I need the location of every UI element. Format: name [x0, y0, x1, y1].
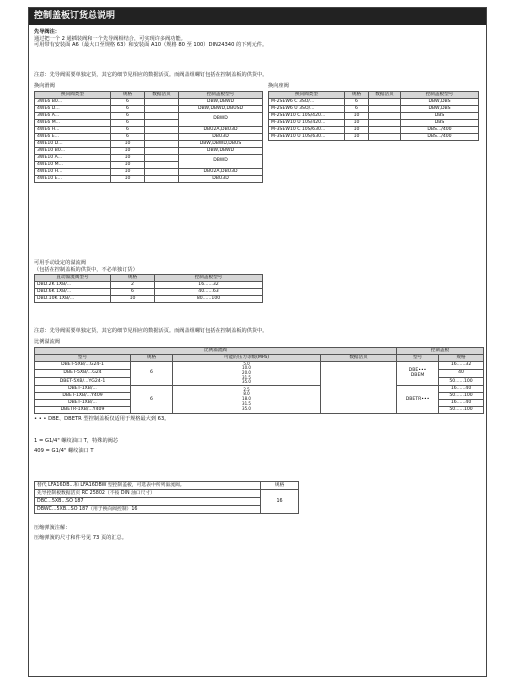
cell-size: 10: [111, 140, 145, 147]
intro-line-1: 通过把一个 2 通插装阀和一个先导阀相结合，可实现许多阀功能。: [34, 35, 186, 42]
cell-type: DBD.2K 1XB/...: [35, 282, 111, 289]
left-col-cover: 控制盖板型号: [179, 91, 263, 98]
left-col-datasheet: 数据活页: [145, 91, 179, 98]
replacement-type-2: DBWC...5XB...SO 187（用于换向阀控制）16: [35, 506, 261, 514]
cell-type: 3WE6 B0...: [35, 98, 111, 105]
cell-size: 6: [345, 98, 369, 105]
cell-cover: DBU3D: [179, 133, 263, 140]
replacement-section: [34, 481, 481, 514]
cell-type: 3WE10 B0...: [35, 147, 111, 154]
cell-type: M-2SEW6 C 3SO/...: [269, 98, 345, 105]
cell-cover: DBS.../400: [401, 126, 479, 133]
cell-datasheet: [145, 112, 179, 119]
cell-datasheet: [369, 119, 401, 126]
cell-size: 6: [111, 289, 155, 296]
cell-type: 4WE10 D...: [35, 140, 111, 147]
cell-cover: DBU3D: [179, 175, 263, 182]
cell-cover: 40......63: [155, 289, 263, 296]
table-row: [35, 490, 299, 498]
table-row: [269, 119, 479, 126]
intro-section: [34, 29, 481, 49]
cell-size: 10: [111, 168, 145, 175]
table-row: [35, 126, 263, 133]
right-col-cover: 控制盖板型号: [401, 91, 479, 98]
cell-size: 10: [111, 154, 145, 161]
table-row: [35, 482, 299, 490]
table-row: [35, 296, 263, 303]
proportional-table: [34, 347, 484, 415]
cell-type: 3WE10 A...: [35, 154, 111, 161]
replacement-type-1: DBC...5XB...SO 187: [35, 498, 261, 506]
band-proportional: 比例溢流阀: [35, 347, 397, 354]
manual-col-cover: 控制盖板型号: [155, 275, 263, 282]
cell-cover: DBW,DBWD,DBUS: [179, 140, 263, 147]
cell-size: 6: [131, 386, 173, 414]
manual-heading: 可用手动设定的溢流阀: [34, 260, 86, 266]
table-row: [35, 147, 263, 154]
cell-size: 10: [345, 112, 369, 119]
table-row: [35, 386, 484, 393]
cell-datasheet: [369, 126, 401, 133]
prop-col-cover-size: 规格: [439, 354, 484, 361]
spring-text: 压缩弹簧的尺寸和件号见 73 页的汇总。: [34, 534, 127, 541]
cell-datasheet: [369, 112, 401, 119]
cell-size: 6: [111, 133, 145, 140]
left-col-size: 规格: [111, 91, 145, 98]
right-col-type: 换向阀类型: [269, 91, 345, 98]
cell-size: 6: [111, 112, 145, 119]
cell-type: DBET-5XB/...YG24-1: [35, 377, 131, 385]
replacement-intro: 替代 LFA16DB...和 LFA16DBW 型控制盖板，可选表中所列溢流阀。: [35, 482, 261, 490]
document-page: [28, 7, 487, 677]
cell-type: DBETR-1XB/...Y409: [35, 407, 131, 414]
cell-type: DBET-1XB/...: [35, 400, 131, 407]
table-row: [35, 133, 263, 140]
cell-size: 6: [111, 126, 145, 133]
table-row: [269, 112, 479, 119]
cell-size: 6: [111, 105, 145, 112]
replacement-size-header: 规格: [261, 482, 299, 490]
cell-cover-size: 16......40: [439, 386, 484, 393]
right-col-datasheet: 数据活页: [369, 91, 401, 98]
cell-cover: DBU2A,DBU3D: [179, 168, 263, 175]
cell-cover: DBW,DBWD: [179, 147, 263, 154]
right-valve-table: [268, 91, 479, 141]
cell-type: M-3SEW10 U 10S/420...: [269, 119, 345, 126]
cell-datasheet: [145, 140, 179, 147]
cell-size: 10: [111, 175, 145, 182]
prop-col-pressure: 可能的压力等级(MPa): [173, 354, 321, 361]
page-title: 控制盖板订货总说明: [29, 8, 486, 25]
cell-datasheet: [369, 98, 401, 105]
cell-cover-size: 50......100: [439, 377, 484, 385]
cell-cover: DBS: [401, 112, 479, 119]
cell-cover: DBW,DBS: [401, 98, 479, 105]
cell-size: 10: [111, 147, 145, 154]
cell-cover-size: 16......32: [439, 361, 484, 369]
table-row: [35, 289, 263, 296]
cell-type: DBD.10K 1XB/...: [35, 296, 111, 303]
cell-cover: DBS: [401, 119, 479, 126]
cell-datasheet: [145, 126, 179, 133]
table-row: [35, 361, 484, 369]
cell-size: 6: [111, 98, 145, 105]
cell-type: M-3SEW10 C 10S/630...: [269, 126, 345, 133]
cell-cover: DBWD: [179, 112, 263, 126]
table-row: [269, 133, 479, 140]
replacement-datasheet: 先导控制板数据活页 RC 25802（不按 DIN 油口尺寸）: [35, 490, 261, 498]
proportional-section: [34, 339, 481, 423]
proportional-footnote: • • • DBE、DBETR 型控制盖板仅适用于规格最大到 63。: [34, 416, 170, 423]
cell-datasheet: [145, 147, 179, 154]
cell-type: 4WE6 M...: [35, 119, 111, 126]
cell-size: 10: [111, 296, 155, 303]
table-row: [35, 168, 263, 175]
right-table-caption: 换向座阀: [268, 83, 289, 89]
prop-col-size: 规格: [131, 354, 173, 361]
cell-type: 4WE6 D...: [35, 105, 111, 112]
table-row: [35, 506, 299, 514]
table-row: [269, 105, 479, 112]
cell-type: M-2SEW10 C 10S/420...: [269, 112, 345, 119]
cell-datasheet: [145, 168, 179, 175]
cell-size: 10: [345, 119, 369, 126]
cell-type: 4WE10 H...: [35, 168, 111, 175]
cell-datasheet: [145, 175, 179, 182]
spring-heading: 压缩弹簧注解：: [34, 525, 71, 531]
cell-size: 10: [345, 126, 369, 133]
cell-cover-type: DBE••• DBEM: [397, 361, 439, 386]
cell-datasheet: [145, 154, 179, 161]
cell-datasheet: [145, 133, 179, 140]
right-col-size: 规格: [345, 91, 369, 98]
cell-cover: DBWD: [179, 154, 263, 168]
cell-datasheet: [321, 361, 397, 414]
cell-cover-size: 40: [439, 369, 484, 377]
cell-type: 4WE10 E...: [35, 175, 111, 182]
left-valve-table: [34, 91, 263, 183]
cell-type: 4WE6 H...: [35, 126, 111, 133]
cell-datasheet: [145, 105, 179, 112]
cell-type: 3WE6 A...: [35, 112, 111, 119]
table-row: [35, 98, 263, 105]
code-line-2: 409 = G1/4" 螺纹油口 T: [34, 447, 94, 454]
cell-pressure: 2.5 8.0 18.0 31.5 35.0: [173, 386, 321, 414]
table-row: [35, 112, 263, 119]
cell-size: 10: [111, 161, 145, 168]
cell-cover-size: 50......100: [439, 393, 484, 400]
prop-col-type: 型号: [35, 354, 131, 361]
cell-type: DBET-1XB/...: [35, 386, 131, 393]
cell-datasheet: [145, 161, 179, 168]
intro-line-2: 可用带有安装面 A6（最大口至规格 63）和安装面 A10（规格 80 至 100）DIN24340 的下列元件。: [34, 42, 268, 48]
table-row: [35, 282, 263, 289]
cell-size: 6: [131, 361, 173, 386]
right-table-block: [268, 83, 478, 141]
spring-note: [34, 525, 481, 541]
cell-cover: DBW,DBWD,DBUSD: [179, 105, 263, 112]
cell-type: DBET-1XB/...Y409: [35, 393, 131, 400]
cell-cover: DBW,DBS: [401, 105, 479, 112]
left-table-block: [34, 83, 262, 183]
left-col-type: 换向阀类型: [35, 91, 111, 98]
manual-valve-table: [34, 274, 263, 303]
proportional-caption: 比例溢流阀: [34, 339, 60, 345]
cell-type: DBET-5XB/...G24: [35, 369, 131, 377]
note-2: 注意：先导阀需要单独定货，其它的细节见相应的数据活页。而阀盖组螺钉包括在控制盖板的供货中。: [34, 328, 268, 334]
cell-size: 10: [345, 133, 369, 140]
table-row: [269, 98, 479, 105]
cell-datasheet: [145, 119, 179, 126]
replacement-table: [34, 481, 299, 514]
manual-subheading: （包括在控制盖板的供货中，不必单独订货）: [34, 266, 138, 273]
intro-heading: 先导阀注：: [34, 29, 60, 35]
table-row: [35, 498, 299, 506]
table-row: [35, 105, 263, 112]
prop-col-cover-type: 型号: [397, 354, 439, 361]
manual-col-type: 直动溢流阀型号: [35, 275, 111, 282]
port-codes: [34, 438, 481, 454]
table-row: [35, 175, 263, 182]
cell-size: 2: [111, 282, 155, 289]
cell-cover: 80......100: [155, 296, 263, 303]
cell-datasheet: [369, 133, 401, 140]
table-row: [269, 126, 479, 133]
cell-cover: DBS.../400: [401, 133, 479, 140]
cell-datasheet: [145, 98, 179, 105]
cell-cover-type: DBETR•••: [397, 386, 439, 414]
cell-pressure: 5.0 10.0 20.0 31.5 35.0: [173, 361, 321, 386]
cell-cover-size: 50......100: [439, 407, 484, 414]
cell-cover-size: 16......40: [439, 400, 484, 407]
prop-col-datasheet: 数据活页: [321, 354, 397, 361]
cell-cover: DBW,DBWD: [179, 98, 263, 105]
table-row: [35, 154, 263, 161]
manual-valve-section: [34, 260, 481, 303]
table-row: [35, 140, 263, 147]
cell-type: DBD.6K 1XB/...: [35, 289, 111, 296]
manual-col-size: 规格: [111, 275, 155, 282]
cell-type: DBET-5XB/...G24-1: [35, 361, 131, 369]
cell-type: 4WE6 E...: [35, 133, 111, 140]
replacement-size-value: 16: [261, 490, 299, 514]
code-line-1: 1 = G1/4" 螺纹油口 T，特殊的阀芯: [34, 438, 119, 444]
left-table-caption: 换向滑阀: [34, 83, 55, 89]
cell-datasheet: [369, 105, 401, 112]
cell-cover: DBU2A,DBU3D: [179, 126, 263, 133]
band-cover: 控制盖板: [397, 347, 484, 354]
cell-type: M-2SEW6 U 3SO/...: [269, 105, 345, 112]
cell-cover: 16......32: [155, 282, 263, 289]
cell-type: M-3SEW10 U 10S/630...: [269, 133, 345, 140]
cell-size: 6: [345, 105, 369, 112]
note-1: 注意：先导阀需要单独定货，其它的细节见相应的数据活页。而阀盖组螺钉包括在控制盖板的供货中。: [34, 72, 268, 78]
cell-type: 4WE10 M...: [35, 161, 111, 168]
cell-size: 6: [111, 119, 145, 126]
